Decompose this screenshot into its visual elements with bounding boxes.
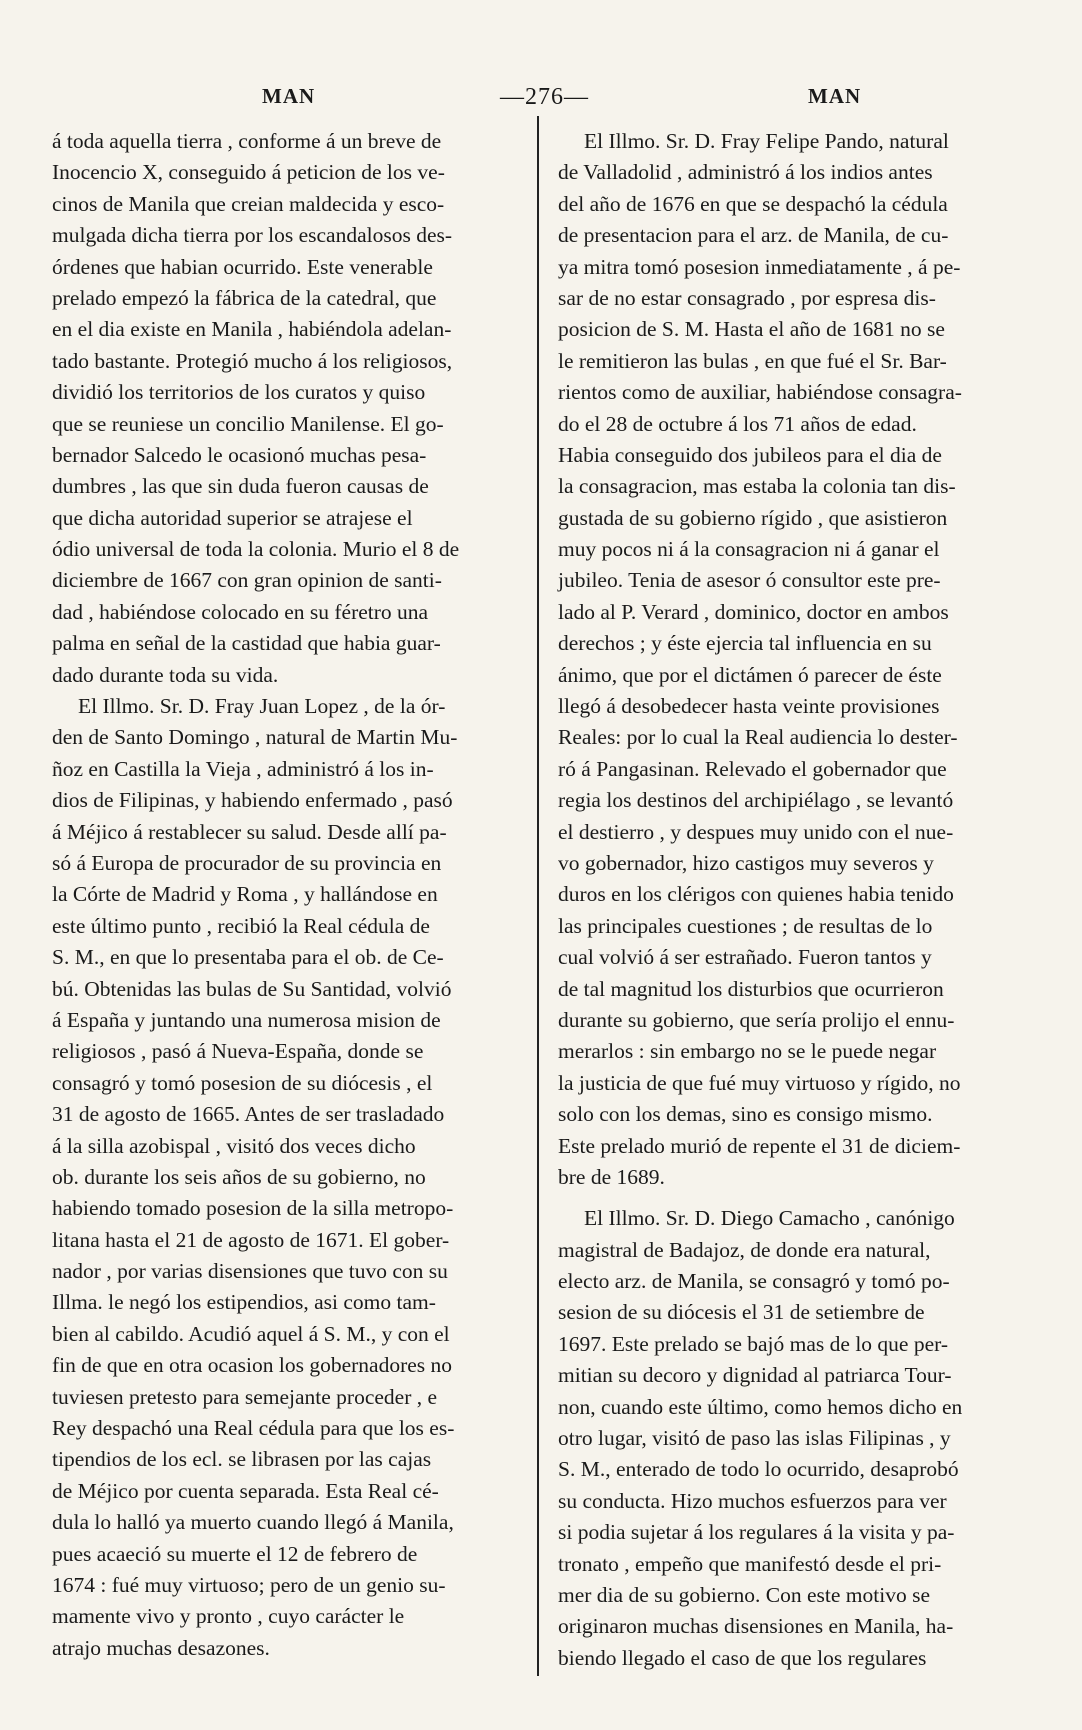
text-line: 1674 : fué muy virtuoso; pero de un genio su- <box>52 1572 446 1597</box>
text-line: tronato , empeño que manifestó desde el pri- <box>558 1551 942 1576</box>
text-line: habiendo tomado posesion de la silla metropo- <box>52 1196 454 1221</box>
text-line: ódio universal de toda la colonia. Murio el 8 de <box>52 537 460 562</box>
text-line: magistral de Badajoz, de donde era natural, <box>558 1237 931 1262</box>
text-line: bien al cabildo. Acudió aquel á S. M., y con el <box>52 1321 450 1346</box>
text-line: bernador Salcedo le ocasionó muchas pesa- <box>52 442 427 467</box>
text-line: bú. Obtenidas las bulas de Su Santidad, volvió <box>52 976 452 1001</box>
text-line: le remitieron las bulas , en que fué el Sr. Bar- <box>558 348 947 373</box>
text-line: durante su gobierno, que sería prolijo el ennu- <box>558 1007 955 1032</box>
text-line: tipendios de los ecl. se librasen por las cajas <box>52 1447 432 1472</box>
text-line: dividió los territorios de los curatos y quiso <box>52 380 426 405</box>
text-line: bre de 1689. <box>558 1164 665 1189</box>
text-line: regia los destinos del archipiélago , se levantó <box>558 788 954 813</box>
text-line: El Illmo. Sr. D. Fray Juan Lopez , de la ór- <box>78 694 446 719</box>
text-line: gustada de su gobierno rígido , que asistieron <box>558 505 948 530</box>
right-column <box>558 126 1030 1674</box>
text-line: jubileo. Tenia de asesor ó consultor este pre- <box>558 568 941 593</box>
text-line: Illma. le negó los estipendios, asi como tam- <box>52 1290 436 1315</box>
text-line: vo gobernador, hizo castigos muy severos y <box>558 850 934 875</box>
text-line: las principales cuestiones ; de resultas de lo <box>558 913 933 938</box>
text-line: Este prelado murió de repente el 31 de diciem- <box>558 1133 961 1158</box>
text-line: Inocencio X, conseguido á peticion de los ve- <box>52 160 445 185</box>
text-line: non, cuando este último, como hemos dicho en <box>558 1394 963 1419</box>
text-line: S. M., enterado de todo lo ocurrido, desaprobó <box>558 1457 959 1482</box>
text-line: su conducta. Hizo muchos esfuerzos para ver <box>558 1488 947 1513</box>
text-line: El Illmo. Sr. D. Diego Camacho , canónigo <box>584 1206 955 1231</box>
text-line: cinos de Manila que creian maldecida y esco- <box>52 191 445 216</box>
text-line: nador , por varias disensiones que tuvo con su <box>52 1259 448 1284</box>
paragraph-gap <box>558 1193 1030 1203</box>
text-line: Habia conseguido dos jubileos para el dia de <box>558 442 942 467</box>
text-line: merarlos : sin embargo no se le puede negar <box>558 1039 937 1064</box>
text-line: la consagracion, mas estaba la colonia tan dis- <box>558 474 956 499</box>
text-line: palma en señal de la castidad que habia guar- <box>52 631 441 656</box>
text-line: rientos como de auxiliar, habiéndose consagra- <box>558 380 962 405</box>
text-line: consagró y tomó posesion de su diócesis , el <box>52 1070 433 1095</box>
text-line: dios de Filipinas, y habiendo enfermado , pasó <box>52 788 453 813</box>
text-line: de tal magnitud los disturbios que ocurrieron <box>558 976 944 1001</box>
text-line: Rey despachó una Real cédula para que los es- <box>52 1416 455 1441</box>
text-line: la justicia de que fué muy virtuoso y rígido, no <box>558 1070 961 1095</box>
text-line: posicion de S. M. Hasta el año de 1681 no se <box>558 317 945 342</box>
text-line: á España y juntando una numerosa mision de <box>52 1007 441 1032</box>
text-line: ob. durante los seis años de su gobierno, no <box>52 1164 426 1189</box>
text-line: si podia sujetar á los regulares á la visita y pa- <box>558 1520 955 1545</box>
text-line: sar de no estar consagrado , por espresa dis- <box>558 285 936 310</box>
text-line: de presentacion para el arz. de Manila, de cu- <box>558 223 949 248</box>
text-line: dumbres , las que sin duda fueron causas de <box>52 474 429 499</box>
text-line: mulgada dicha tierra por los escandalosos des- <box>52 223 453 248</box>
text-line: duros en los clérigos con quienes habia tenido <box>558 882 954 907</box>
text-line: á la silla azobispal , visitó dos veces dicho <box>52 1133 416 1158</box>
text-line: El Illmo. Sr. D. Fray Felipe Pando, natural <box>584 129 949 153</box>
text-line: fin de que en otra ocasion los gobernadores no <box>52 1353 453 1378</box>
text-line: religiosos , pasó á Nueva-España, donde se <box>52 1039 424 1064</box>
text-line: tado bastante. Protegió mucho á los religiosos, <box>52 348 453 373</box>
text-line: prelado empezó la fábrica de la catedral, que <box>52 285 437 310</box>
text-line: tuviesen pretesto para semejante proceder , e <box>52 1384 438 1409</box>
text-line: á Méjico á restablecer su salud. Desde allí pa- <box>52 819 447 844</box>
text-line: dado durante toda su vida. <box>52 662 279 687</box>
text-line: á toda aquella tierra , conforme á un breve de <box>52 129 442 153</box>
text-line: pues acaeció su muerte el 12 de febrero de <box>52 1541 418 1566</box>
text-line: electo arz. de Manila, se consagró y tomó po- <box>558 1269 950 1294</box>
text-line: mamente vivo y pronto , cuyo carácter le <box>52 1604 405 1629</box>
text-line: otro lugar, visitó de paso las islas Filipinas , y <box>558 1426 951 1451</box>
text-line: órdenes que habian ocurrido. Este venerable <box>52 254 433 279</box>
text-line: S. M., en que lo presentaba para el ob. de Ce- <box>52 945 444 970</box>
text-line: muy pocos ni á la consagracion ni á ganar el <box>558 537 940 562</box>
text-line: la Córte de Madrid y Roma , y hallándose en <box>52 882 438 907</box>
text-line: el destierro , y despues muy unido con el nue- <box>558 819 954 844</box>
text-line: del año de 1676 en que se despachó la cédula <box>558 191 948 216</box>
text-line: mer dia de su gobierno. Con este motivo se <box>558 1582 930 1607</box>
text-line: 1697. Este prelado se bajó mas de lo que per- <box>558 1331 949 1356</box>
text-line: de Méjico por cuenta separada. Esta Real cé- <box>52 1478 439 1503</box>
text-line: llegó á desobedecer hasta veinte provisiones <box>558 694 940 719</box>
column-divider <box>537 116 539 1676</box>
text-line: dad , habiéndose colocado en su féretro una <box>52 599 429 624</box>
running-head-right: MAN <box>808 84 862 108</box>
text-line: derechos ; y éste ejercia tal influencia en su <box>558 631 932 656</box>
text-line: só á Europa de procurador de su provincia en <box>52 850 442 875</box>
text-line: litana hasta el 21 de agosto de 1671. El gober- <box>52 1227 450 1252</box>
text-line: biendo llegado el caso de que los regulares <box>558 1645 927 1670</box>
text-line: den de Santo Domingo , natural de Martin Mu- <box>52 725 458 750</box>
text-line: mitian su decoro y dignidad al patriarca Tour- <box>558 1363 952 1388</box>
text-line: ñoz en Castilla la Vieja , administró á los in- <box>52 756 434 781</box>
text-line: lado al P. Verard , dominico, doctor en ambos <box>558 599 949 624</box>
text-line: de Valladolid , administró á los indios antes <box>558 160 933 185</box>
text-line: en el dia existe en Manila , habiéndola adelan- <box>52 317 452 342</box>
left-column <box>52 126 524 1664</box>
text-line: diciembre de 1667 con gran opinion de santi- <box>52 568 442 593</box>
text-line: 31 de agosto de 1665. Antes de ser trasladado <box>52 1102 445 1127</box>
text-line: ánimo, que por el dictámen ó parecer de éste <box>558 662 942 687</box>
text-line: atrajo muchas desazones. <box>52 1635 270 1660</box>
text-line: Reales: por lo cual la Real audiencia lo dester- <box>558 725 958 750</box>
text-line: sesion de su diócesis el 31 de setiembre de <box>558 1300 925 1325</box>
text-line: que dicha autoridad superior se atrajese el <box>52 505 413 530</box>
text-line: este último punto , recibió la Real cédula de <box>52 913 430 938</box>
text-line: ró á Pangasinan. Relevado el gobernador que <box>558 756 947 781</box>
text-line: cual volvió á ser estrañado. Fueron tantos y <box>558 945 932 970</box>
text-line: do el 28 de octubre á los 71 años de edad. <box>558 411 917 436</box>
text-line: ya mitra tomó posesion inmediatamente , á pe- <box>558 254 961 279</box>
page-number: —276— <box>500 84 589 110</box>
running-head-left: MAN <box>262 84 316 108</box>
text-line: que se reuniese un concilio Manilense. El go- <box>52 411 444 436</box>
text-line: solo con los demas, sino es consigo mismo. <box>558 1102 933 1127</box>
text-line: dula lo halló ya muerto cuando llegó á Manila, <box>52 1510 454 1535</box>
text-line: originaron muchas disensiones en Manila, ha- <box>558 1614 954 1639</box>
